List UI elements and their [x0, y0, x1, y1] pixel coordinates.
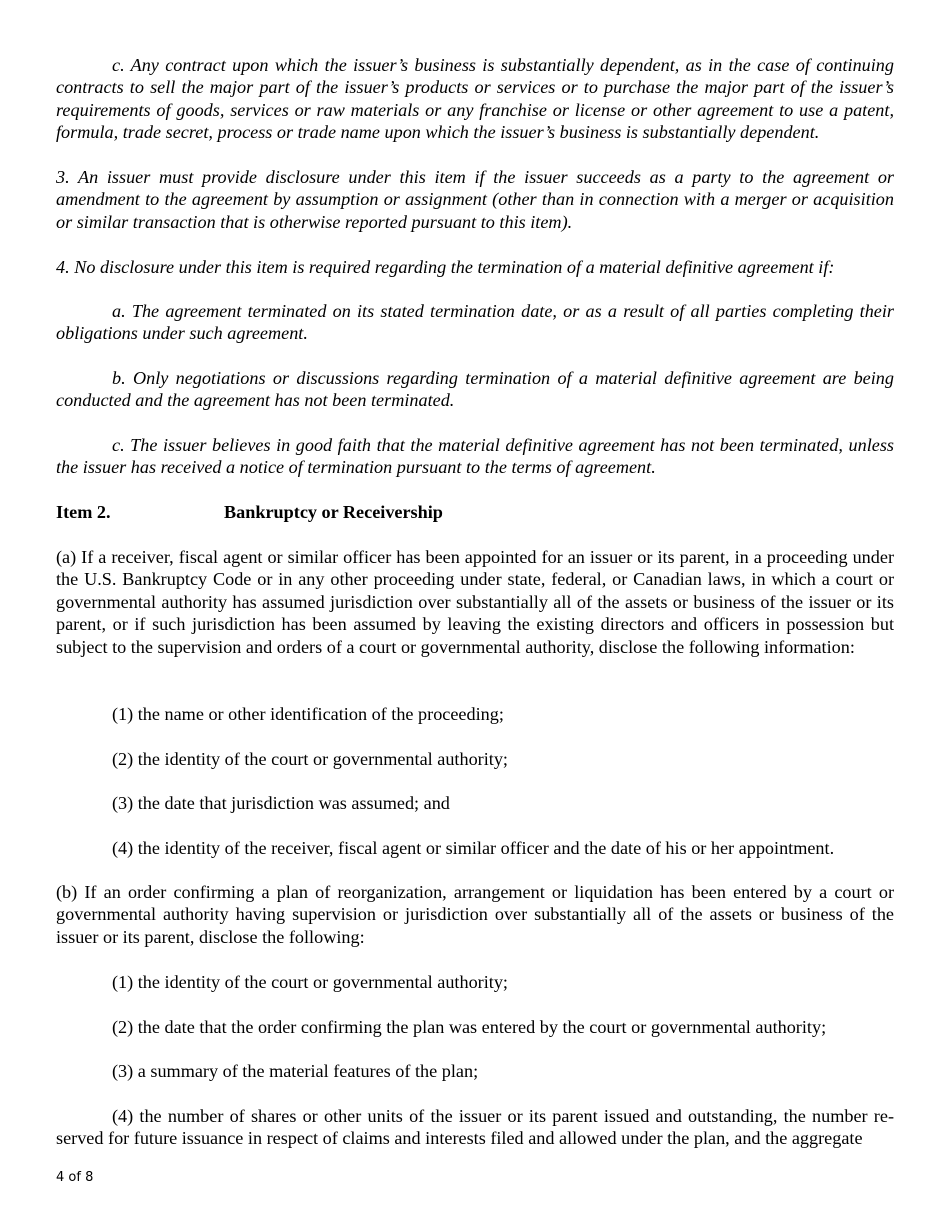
- page-number: 4 of 8: [56, 1170, 94, 1185]
- paragraph-4c: c. The issuer believes in good faith that the material definitive agreement has not been terminated, unless the issuer has received a notice of termination pursuant to the terms of agreement.: [56, 435, 894, 478]
- paragraph-4b: b. Only negotiations or discussions regarding termination of a material definitive agreement are being conducted and the agreement has not been terminated.: [56, 368, 894, 411]
- list-b-item-1: (1) the identity of the court or governmental authority;: [112, 972, 508, 992]
- paragraph-a: (a) If a receiver, fiscal agent or similar officer has been appointed for an issuer or its parent, in a proceeding under the U.S. Bankruptcy Code or in any other proceeding under state, federal, or Canadian laws, in which a court or governmental authority has assumed jurisdiction over substantially all of the assets or business of the issuer or its parent, or if such jurisdiction has been assumed by leaving the existing directors and officers in possession but subject to the supervision and orders of a court or governmental authority, disclose the following information:: [56, 547, 894, 657]
- list-b-item-2: (2) the date that the order confirming the plan was entered by the court or governmental authority;: [112, 1017, 827, 1037]
- list-b-item-3: (3) a summary of the material features of the plan;: [112, 1061, 479, 1081]
- list-a-item-1: (1) the name or other identification of the proceeding;: [112, 704, 504, 724]
- list-a-item-4: (4) the identity of the receiver, fiscal agent or similar officer and the date of his or her appointment.: [112, 838, 835, 858]
- paragraph-4a: a. The agreement terminated on its stated termination date, or as a result of all parties completing their obligations under such agreement.: [56, 301, 894, 344]
- paragraph-b4: (4) the number of shares or other units of the issuer or its parent issued and outstanding, the number reserved for future issuance in respect of claims and interests filed and allowed under the plan, and the aggregate: [56, 1106, 894, 1149]
- item-2-heading: [56, 501, 443, 523]
- item-2-title: Bankruptcy or Receivership: [224, 502, 443, 522]
- list-a-item-3: (3) the date that jurisdiction was assumed; and: [112, 793, 450, 813]
- paragraph-3: 3. An issuer must provide disclosure under this item if the issuer succeeds as a party to the agreement or amendment to the agreement by assumption or assignment (other than in connection with a merger or acquisition or similar transaction that is otherwise reported pursuant to this item).: [56, 167, 894, 232]
- paragraph-1c: c. Any contract upon which the issuer’s business is substantially dependent, as in the case of continuing contracts to sell the major part of the issuer’s products or services or to purchase the major part of the issuer’s requirements of goods, services or raw materials or any franchise or license or other agreement to use a patent, formula, trade secret, process or trade name upon which the issuer’s business is substantially dependent.: [56, 55, 894, 143]
- list-a-item-2: (2) the identity of the court or governmental authority;: [112, 749, 508, 769]
- item-2-number: Item 2.: [56, 502, 111, 522]
- paragraph-b: (b) If an order confirming a plan of reorganization, arrangement or liquidation has been entered by a court or governmental authority having supervision or jurisdiction over substantially all of the assets or business of the issuer or its parent, disclose the following:: [56, 882, 894, 947]
- paragraph-4: 4. No disclosure under this item is required regarding the termination of a material definitive agreement if:: [56, 257, 835, 277]
